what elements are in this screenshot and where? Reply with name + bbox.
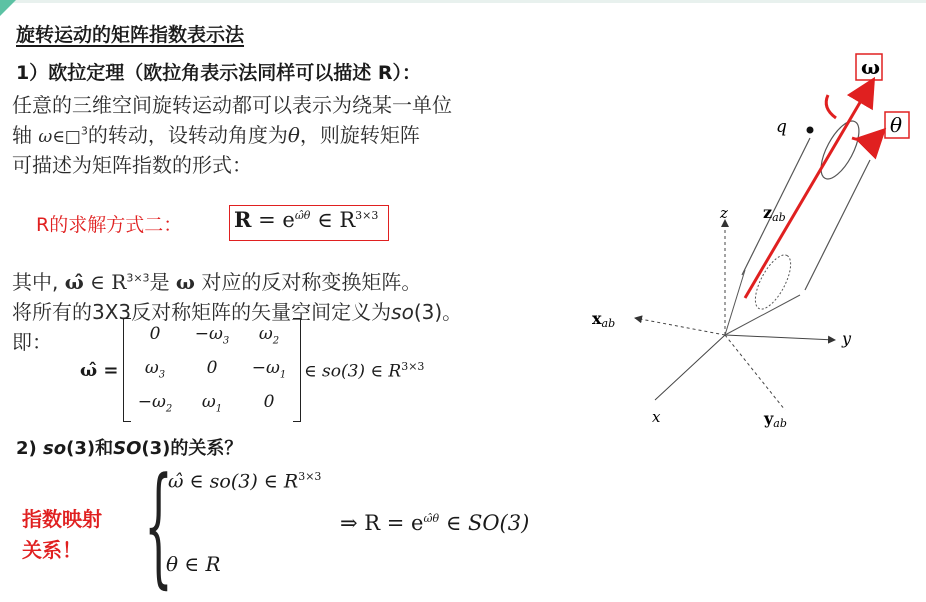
line2-prefix: 轴	[12, 123, 32, 147]
cylinder-top	[813, 116, 866, 185]
case2: θ ∈ R	[166, 552, 221, 576]
omega-label: ω	[861, 55, 881, 79]
matrix-cell: $\omega_3$	[144, 358, 166, 381]
cone-line	[725, 270, 745, 335]
section1-line1: 任意的三维空间旋转运动都可以表示为绕某一单位	[12, 93, 452, 117]
zab-label: zab	[763, 203, 786, 224]
matrix-cell: 0	[263, 392, 275, 412]
z-label: z	[720, 204, 728, 222]
matrix-cell: 0	[149, 324, 161, 344]
slide-title: 旋转运动的矩阵指数表示法	[16, 24, 245, 46]
matrix-cell: $-\omega_1$	[251, 358, 287, 381]
so-italic: so	[391, 300, 414, 324]
where-rest: 对应的反对称变换矩阵。	[194, 270, 422, 294]
line2-mid: 的转动，设转动角度为	[87, 123, 288, 147]
rotation-arc-right	[852, 132, 882, 140]
formula-exponent: ω̂θ	[294, 209, 311, 222]
xab-label: xab	[592, 309, 616, 330]
where-line3: 即：	[12, 330, 52, 354]
where-line2-a: 将所有的3X3反对称矩阵的矢量空间定义为	[12, 300, 392, 324]
y-axis	[725, 335, 835, 340]
point-q	[807, 127, 814, 134]
rotation-figure	[560, 40, 903, 440]
top-bar	[0, 0, 926, 3]
section1-line2	[12, 119, 420, 148]
omega-hat: ω̂	[64, 270, 84, 294]
exp-result: ⇒ $R = e^{\omegâ\theta}$ ∈ SO(3)	[340, 511, 530, 535]
where-is: 是	[149, 270, 176, 294]
omega-axis-arrow	[745, 82, 872, 298]
case1: ω̂ ∈ so(3) ∈ $R^{3\times 3}$	[168, 470, 322, 493]
section2-heading: 2) so(3)和SO(3)的关系？	[16, 438, 243, 459]
section1-heading: 1）欧拉定理（欧拉角表示法同样可以描述 R）：	[16, 62, 421, 84]
skew-matrix	[123, 318, 301, 422]
theta-label: θ	[890, 113, 903, 137]
curly-brace: {	[144, 449, 173, 601]
corner-decoration	[0, 0, 16, 16]
formula-sup: 3×3	[355, 209, 379, 222]
where-in-r: ∈ R	[83, 270, 127, 294]
matrix-cell: $\omega_2$	[258, 324, 280, 347]
theta-inline: θ	[287, 123, 300, 147]
line2-end: ，则旋转矩阵	[299, 123, 420, 147]
formula-in: ∈ R	[310, 208, 356, 232]
where-line2-b: (3)。	[413, 300, 463, 324]
yab-axis	[725, 335, 785, 410]
formula-eq: = e	[251, 208, 295, 232]
omega-in-box: ω∈□	[38, 127, 81, 147]
where-prefix: 其中,	[12, 270, 65, 294]
where-line1	[12, 266, 421, 295]
method2-label: R的求解方式二：	[36, 214, 183, 236]
x-axis	[655, 335, 725, 400]
x-label: x	[652, 408, 661, 426]
matrix-cell: $-\omega_3$	[194, 324, 230, 347]
xab-axis	[635, 318, 725, 335]
matrix-rhs: ∈ so(3) ∈ $R^{3\times 3}$	[304, 360, 425, 382]
matrix-cell: 0	[206, 358, 218, 378]
omega-bold: ω	[175, 270, 195, 294]
section1-line3: 可描述为矩阵指数的形式：	[12, 153, 252, 177]
matrix-cell: $\omega_1$	[201, 392, 223, 415]
cone-line	[725, 295, 800, 335]
formula-r-exp	[234, 207, 378, 232]
exp-map-label-1: 指数映射	[22, 507, 102, 531]
yab-label: yab	[764, 409, 787, 430]
where-sup: 3×3	[126, 271, 150, 285]
q-label: q	[776, 117, 787, 137]
formula-R: R	[234, 207, 252, 232]
y-label: y	[842, 329, 852, 348]
matrix-cell: $-\omega_2$	[137, 392, 173, 415]
line2-sup: 3	[80, 124, 88, 138]
rotation-arc-left	[826, 95, 836, 118]
exp-map-label-2: 关系！	[22, 538, 82, 562]
matrix-lhs: ω̂ =	[80, 360, 119, 381]
